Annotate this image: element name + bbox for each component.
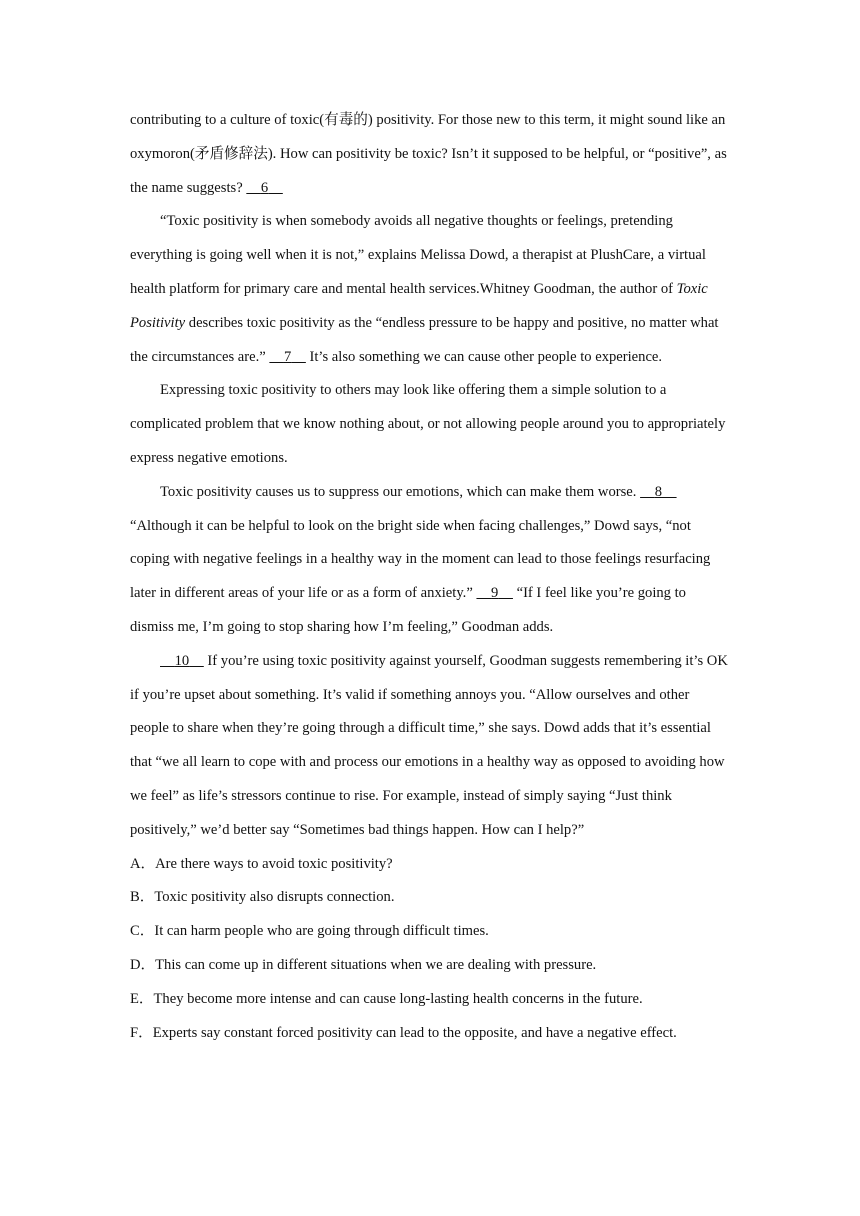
paragraph-4	[130, 476, 730, 645]
option-e: E．They become more intense and can cause long-lasting health concerns in the future.	[130, 990, 643, 1007]
paragraph-1-text: contributing to a culture of toxic(有毒的) positivity. For those new to this term, it might sound like an oxymoron(矛盾修辞法). How can positivity be toxic? Isn’t it supposed to be helpful, or “positive”, as the name suggests?	[130, 112, 727, 196]
paragraph-4-text-a: Toxic positivity causes us to suppress our emotions, which can make them worse.	[160, 483, 641, 500]
paragraph-2-text-b: describes toxic positivity as the “endless pressure to be happy and positive, no matter what the circumstances are.”	[130, 314, 719, 365]
option-c: C．It can harm people who are going through difficult times.	[130, 923, 489, 940]
paragraph-2-text-a: “Toxic positivity is when somebody avoids all negative thoughts or feelings, pretending everything is going well when it is not,” explains Melissa Dowd, a therapist at PlushCare, a virtual health platform for primary care and mental health services.Whitney Goodman, the author of	[130, 213, 706, 297]
paragraph-4-text-b: “Although it can be helpful to look on the bright side when facing challenges,” Dowd says, “not coping with negative feelings in a healthy way in the moment can lead to those feelings resurfacing later in different areas of your life or as a form of anxiety.”	[130, 517, 711, 602]
paragraph-2	[130, 205, 730, 374]
paragraph-5-text: If you’re using toxic positivity against yourself, Goodman suggests remembering it’s OK if you’re upset about something. It’s valid if something annoys you. “Allow ourselves and other people to share when they’re going through a difficult time,” she says. Dowd adds that it’s essential that “we all learn to cope with and process our emotions in a healthy way as opposed to avoiding how we feel” as life’s stressors continue to rise. For example, instead of simply saying “Just think positively,” we’d better say “Sometimes bad things happen. How can I help?”	[130, 652, 728, 838]
blank-9: 9	[491, 585, 499, 602]
blank-6: 6	[260, 179, 269, 196]
paragraph-2-text-c: It’s also something we can cause other people to experience.	[305, 348, 663, 365]
blank-10: 10	[174, 652, 190, 669]
document-page	[130, 104, 730, 1050]
paragraph-3: Expressing toxic positivity to others may look like offering them a simple solution to a complicated problem that we know nothing about, or not allowing people around you to appropriately express negative emotions.	[130, 382, 726, 466]
paragraph-1	[130, 104, 730, 205]
blank-8: 8	[654, 483, 662, 500]
option-d: D．This can come up in different situations when we are dealing with pressure.	[130, 956, 597, 973]
option-f: F．Experts say constant forced positivity can lead to the opposite, and have a negative effect.	[130, 1024, 677, 1041]
paragraph-5	[130, 645, 730, 848]
option-a: A．Are there ways to avoid toxic positivity?	[130, 855, 393, 872]
option-b: B．Toxic positivity also disrupts connection.	[130, 889, 395, 906]
blank-7: 7	[283, 348, 292, 365]
book-title: Toxic Positivity	[130, 280, 708, 331]
paragraph-4-text-c: “If I feel like you’re going to dismiss me, I’m going to stop sharing how I’m feeling,” Goodman adds.	[130, 585, 686, 635]
